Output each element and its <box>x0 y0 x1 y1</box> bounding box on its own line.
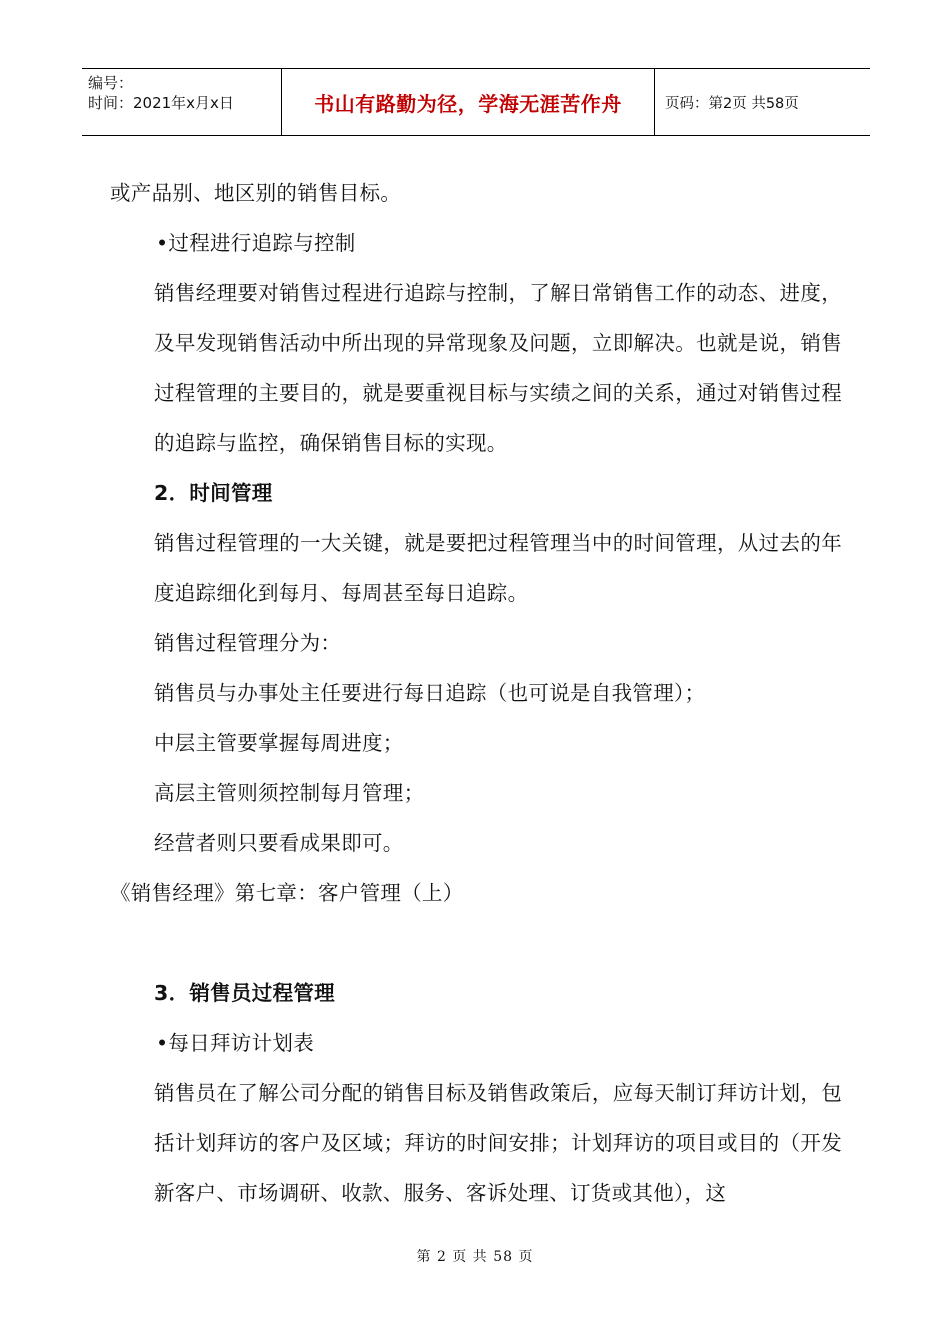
list-item: 销售员与办事处主任要进行每日追踪（也可说是自我管理）； <box>154 681 706 705</box>
header-time-label: 时间：2021年x月x日 <box>88 94 234 112</box>
header-page-info: 页码：第2页 共58页 <box>665 95 799 112</box>
bullet-item: •过程进行追踪与控制 <box>156 231 356 255</box>
list-item: 经营者则只要看成果即可。 <box>154 831 404 855</box>
paragraph: 销售员在了解公司分配的销售目标及销售政策后，应每天制订拜访计划，包括计划拜访的客户及区域；拜访的时间安排；计划拜访的项目或目的（开发新客户、市场调研、收款、服务、客诉处理、订货或其他），这 <box>154 1081 842 1205</box>
paragraph: 销售经理要对销售过程进行追踪与控制，了解日常销售工作的动态、进度，及早发现销售活动中所出现的异常现象及问题，立即解决。也就是说，销售过程管理的主要目的，就是要重视目标与实绩之间的关系，通过对销售过程的追踪与监控，确保销售目标的实现。 <box>154 281 842 455</box>
bullet-item: •每日拜访计划表 <box>156 1031 314 1055</box>
body-line: 销售过程管理分为： <box>154 631 342 655</box>
header-meta-cell <box>82 69 282 135</box>
list-item: 中层主管要掌握每周进度； <box>154 731 404 755</box>
spacer <box>110 918 842 968</box>
chapter-title: 《销售经理》第七章：客户管理（上） <box>110 881 464 905</box>
document-body <box>110 168 842 1218</box>
header-motto: 书山有路勤为径，学海无涯苦作舟 <box>282 69 655 135</box>
document-header <box>82 68 870 136</box>
header-number-label: 编号： <box>88 74 134 92</box>
list-item: 高层主管则须控制每月管理； <box>154 781 425 805</box>
page-footer: 第 2 页 共 58 页 <box>416 1249 534 1265</box>
section-heading: 2．时间管理 <box>154 481 273 505</box>
paragraph: 销售过程管理的一大关键，就是要把过程管理当中的时间管理，从过去的年度追踪细化到每月、每周甚至每日追踪。 <box>154 531 842 605</box>
section-heading: 3．销售员过程管理 <box>154 981 335 1005</box>
body-line: 或产品别、地区别的销售目标。 <box>110 181 402 205</box>
